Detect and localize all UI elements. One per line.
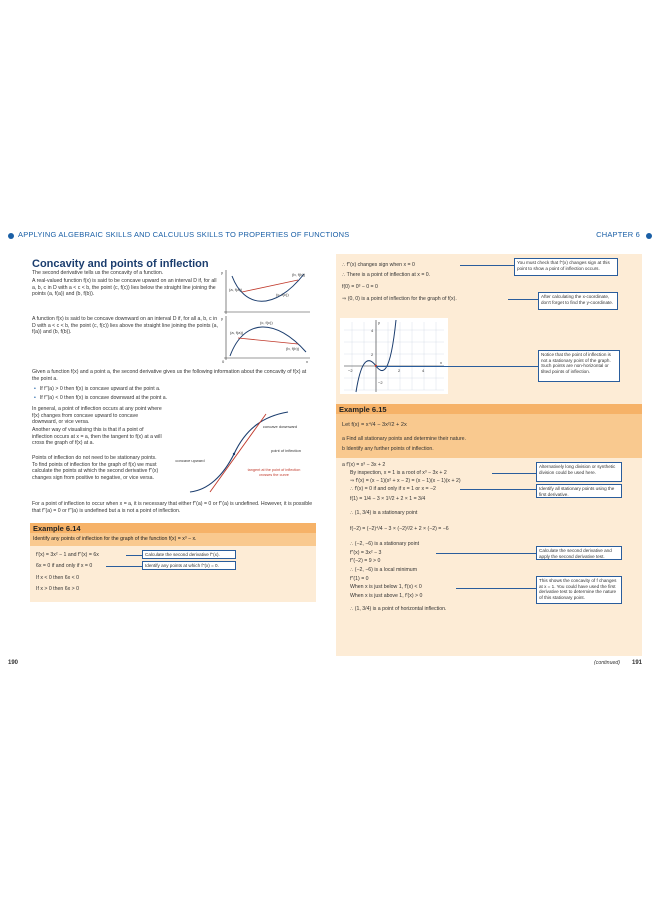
tangent-caption — [246, 468, 302, 490]
concavity-bullet: • If f''(a) < 0 then f(x) is concave downward at the point a. — [34, 395, 167, 401]
solution-line: If x > 0 then 6x > 0 — [36, 586, 79, 592]
solution-line: ⇒ (0, 0) is a point of inflection for the graph of f(x). — [342, 296, 457, 302]
example-6-15-question-band — [336, 414, 642, 458]
margin-note: This shows the concavity of f changes at x = 1. You could have used the first derivative test to determine the nature of this stationary point. — [536, 576, 622, 604]
example-6-14-question-band — [30, 533, 316, 546]
solution-line: 6x = 0 if and only if x = 0 — [36, 563, 93, 569]
section-heading: Concavity and points of inflection — [32, 258, 209, 270]
concave-up-curve — [232, 274, 304, 301]
solution-line: a f'(x) = x³ − 3x + 2 — [342, 462, 386, 468]
concavity-bullet: • If f''(a) > 0 then f(x) is concave upward at the point a. — [34, 386, 160, 392]
solution-line: If x < 0 then 6x < 0 — [36, 575, 79, 581]
tick-label: 2 — [371, 352, 374, 357]
solution-line: ⇒ f'(x) = (x − 1)(x² + x − 2) = (x − 1)(x − 1)(x + 2) — [350, 478, 461, 484]
page-number-right: 191 — [632, 660, 643, 666]
tick-label: −2 — [348, 368, 353, 373]
margin-note: Identify all stationary points using the first derivative. — [536, 484, 622, 498]
margin-note: After calculating the x-coordinate, don't forget to find the y-coordinate. — [538, 292, 618, 310]
example-title: Example 6.14 — [33, 524, 81, 533]
solution-line: f(0) = 0³ − 0 = 0 — [342, 284, 378, 290]
example-6-15-header — [336, 404, 642, 414]
question-part: a Find all stationary points and determine their nature. — [342, 436, 466, 442]
margin-note: You must check that f''(x) changes sign at this point to show a point of inflection occurs. — [514, 258, 618, 276]
solution-line: ∴ There is a point of inflection at x = 0. — [342, 272, 431, 278]
header-bullet-icon — [8, 233, 14, 239]
solution-line: When x is just above 1, f'(x) > 0 — [350, 593, 423, 599]
note-connector — [460, 265, 514, 266]
note-connector — [376, 366, 538, 367]
tick-label: −2 — [378, 380, 383, 385]
axis-label: y — [221, 270, 223, 275]
note-connector — [508, 299, 538, 300]
tick-label: 4 — [371, 328, 374, 333]
concave-up-definition: A real-valued function f(x) is said to be concave upward on an interval D if, for all a, b, c in D with a < c < b, the point (c, f(c)) lies below the straight line joining the points (a, f(a)) and (b, f(b)). — [32, 278, 217, 298]
example-6-14-solution — [30, 546, 316, 602]
axis-label: y — [221, 316, 223, 321]
note-connector — [456, 588, 536, 589]
region-label: point of inflection — [270, 448, 302, 453]
tick-label: 4 — [422, 368, 425, 373]
example-6-14-header — [30, 523, 316, 533]
solution-line: ∴ (1, 3/4) is a point of horizontal inflection. — [350, 606, 447, 612]
question-part: b Identify any further points of inflection. — [342, 446, 434, 452]
inflection-point — [233, 453, 235, 455]
solution-line: When x is just below 1, f'(x) < 0 — [350, 584, 422, 590]
inflection-graph — [168, 406, 316, 498]
solution-line: By inspection, x = 1 is a root of x³ − 3x + 2 — [350, 470, 447, 476]
running-header — [0, 230, 660, 242]
cubic-function-graph — [340, 318, 448, 394]
solution-line: ∴ f'(x) = 0 if and only if x = 1 or x = −2 — [350, 486, 436, 492]
graph-background — [340, 318, 448, 394]
chord-line — [242, 280, 298, 292]
region-label: concave downward — [262, 424, 298, 429]
chapter-running-title: APPLYING ALGEBRAIC SKILLS AND CALCULUS SKILLS TO PROPERTIES OF FUNCTIONS — [18, 230, 350, 239]
axis-label: y — [378, 320, 380, 325]
point-label: (b, f(b)) — [286, 346, 300, 351]
final-paragraph: For a point of inflection to occur when x = a, it is necessary that either f''(a) = 0 or f''(a) is undefined. However, it is possible that f''(a) = 0 or f''(a) is undefined but a is not a point of inflection. — [32, 501, 313, 514]
margin-note: Alternatively long division or synthetic division could be used here. — [536, 462, 622, 482]
axis-label: x — [440, 360, 442, 365]
chord-line — [238, 338, 298, 344]
chapter-label: CHAPTER 6 — [596, 230, 640, 239]
page-number-left: 190 — [8, 660, 19, 666]
stationary-note: Points of inflection do not need to be stationary points. To find points of inflection for the graph of f(x) we must calculate the points at which the second derivative f''(x) changes sign from positive to negative, or vice versa. — [32, 455, 159, 481]
inflection-definition: In general, a point of inflection occurs at any point where f(x) changes from concave upward to concave downward, or vice versa. — [32, 406, 162, 426]
concave-down-definition: A function f(x) is said to be concave downward on an interval D if, for all a, b, c in D with a < c < b, the point (c, f(c)) lies above the straight line joining the points (a, f(a)) and (b, f(b)). — [32, 316, 218, 336]
solution-line: f(1) = 1/4 − 3 × 1²/2 + 2 × 1 = 3/4 — [350, 496, 426, 502]
point-label: (a, f(a)) — [230, 330, 244, 335]
example-question: Identify any points of inflection for the graph of the function f(x) = x³ − x. — [33, 536, 197, 542]
margin-note: Calculate the second derivative and apply the second derivative test. — [536, 546, 622, 560]
solution-line: ∴ (−2, −6) is a local minimum — [350, 567, 418, 573]
tangent-visualisation: Another way of visualising this is that if a point of inflection occurs at x = a, then the tangent to f(x) at a will cross the graph of f(x) at a. — [32, 427, 162, 447]
concave-up-graph — [218, 268, 312, 316]
region-label: concave upward — [175, 458, 205, 463]
solution-line: ∴ f''(x) changes sign when x = 0 — [342, 262, 415, 268]
note-connector — [460, 489, 536, 490]
solution-line: f'(x) = 3x² − 1 and f''(x) = 6x — [36, 552, 99, 558]
given-text: Given a function f(x) and a point a, the second derivative gives us the following information about the concavity of f(x) at the point a. — [32, 369, 307, 382]
continued-label: (continued) — [594, 660, 620, 666]
solution-line: f''(−2) = 9 > 0 — [350, 558, 381, 564]
solution-line: f''(x) = 3x² − 3 — [350, 550, 382, 556]
function-definition: Let f(x) = x⁴/4 − 3x²/2 + 2x — [342, 422, 407, 428]
axis-label: 0 — [222, 359, 225, 364]
note-connector — [492, 473, 536, 474]
axis-label: x — [306, 359, 308, 364]
margin-note: Notice that the point of inflection is not a stationary point of the graph. Such points are non-horizontal or tilted points of inflection. — [538, 350, 620, 382]
tick-label: 2 — [398, 368, 401, 373]
solution-line: f''(1) = 0 — [350, 576, 369, 582]
tangent-caption-text: tangent at the point of inflection crosses the curve — [247, 468, 301, 477]
solution-line: ∴ (−2, −6) is a stationary point — [350, 541, 420, 547]
header-bullet-icon — [646, 233, 652, 239]
example-6-14-continuation — [336, 254, 642, 404]
point-label: (a, f(a)) — [229, 287, 243, 292]
margin-note: Identify any points at which f''(x) = 0. — [142, 561, 236, 570]
point-label: (c, f(c)) — [260, 320, 273, 325]
solution-line: ∴ (1, 3/4) is a stationary point — [350, 510, 418, 516]
solution-line: f(−2) = (−2)⁴/4 − 3 × (−2)²/2 + 2 × (−2) = −6 — [350, 526, 449, 532]
point-label: (c, f(c)) — [276, 292, 289, 297]
left-page — [8, 246, 324, 666]
note-connector — [106, 566, 142, 567]
concave-down-graph — [218, 314, 312, 364]
margin-note: Calculate the second derivative f''(x). — [142, 550, 236, 559]
intro-text: The second derivative tells us the concavity of a function. — [32, 270, 164, 276]
point-label: (b, f(b)) — [292, 272, 306, 277]
example-title: Example 6.15 — [339, 405, 387, 414]
example-6-15-solution — [336, 458, 642, 656]
right-page — [336, 246, 643, 666]
note-connector — [126, 555, 142, 556]
note-connector — [436, 553, 536, 554]
